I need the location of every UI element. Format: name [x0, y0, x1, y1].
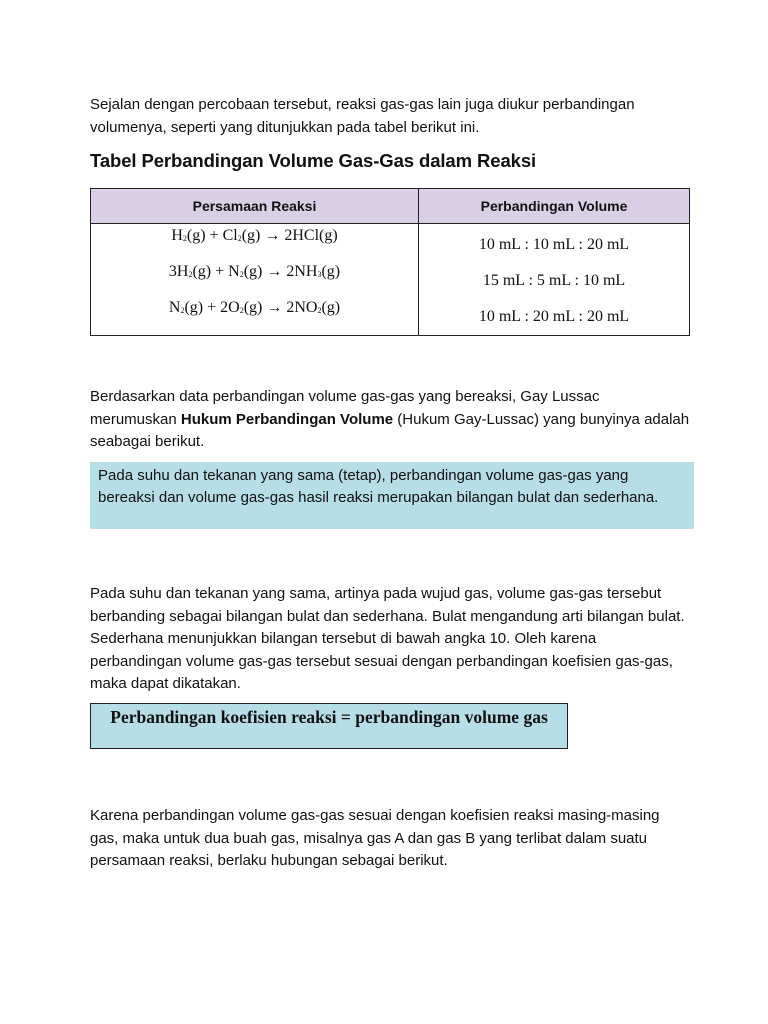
subscript: 3	[317, 270, 322, 279]
subscript: 2	[180, 306, 185, 315]
reaction-volume-table	[90, 188, 690, 336]
equations-cell	[91, 224, 419, 336]
closing-paragraph: Karena perbandingan volume gas-gas sesuai dengan koefisien reaksi masing-masing gas, maka untuk dua buah gas, misalnya gas A dan gas B yang terlibat dalam suatu persamaan reaksi, berlaku hubungan sebagai berikut.	[90, 807, 660, 869]
law-name-bold: Hukum Perbandingan Volume	[180, 410, 394, 428]
intro-paragraph: Sejalan dengan percobaan tersebut, reaksi gas-gas lain juga diukur perbandingan volumenya, seperti yang ditunjukkan pada tabel berikut ini.	[90, 96, 635, 136]
law-statement-box	[90, 462, 694, 529]
subscript: 2	[239, 270, 244, 279]
law-statement: Pada suhu dan tekanan yang sama (tetap), perbandingan volume gas-gas yang bereaksi dan volume gas-gas hasil reaksi merupakan bilangan bulat dan sederhana.	[98, 467, 659, 506]
table-body-row	[91, 224, 690, 336]
header-persamaan-reaksi: Persamaan Reaksi	[91, 189, 419, 224]
volume-ratio: 15 mL : 5 mL : 10 mL	[482, 272, 626, 289]
subscript: 2	[239, 306, 244, 315]
table-header-row	[91, 189, 690, 224]
formula-text: Perbandingan koefisien reaksi = perbandingan volume gas	[110, 707, 548, 727]
volume-ratio: 10 mL : 10 mL : 20 mL	[478, 236, 630, 253]
gay-lussac-text-before: Berdasarkan data perbandingan volume gas-gas yang bereaksi, Gay Lussac merumuskan	[90, 388, 600, 428]
reaction-equation: $3H_2(g) + N_2(g) \to 2NH_3(g)$	[168, 263, 341, 280]
table-title: Tabel Perbandingan Volume Gas-Gas dalam Reaksi	[90, 150, 537, 171]
subscript: 2	[182, 234, 187, 243]
volume-ratio: 10 mL : 20 mL : 20 mL	[478, 308, 630, 325]
header-perbandingan-volume: Perbandingan Volume	[419, 189, 690, 224]
subscript: 2	[317, 306, 322, 315]
subscript: 2	[237, 234, 242, 243]
explanation-paragraph: Pada suhu dan tekanan yang sama, artinya pada wujud gas, volume gas-gas tersebut berbanding sebagai bilangan bulat dan sederhana. Bulat mengandung arti bilangan bulat. Sederhana menunjukkan bilangan tersebut di bawah angka 10. Oleh karena perbandingan volume gas-gas tersebut sesuai dengan perbandingan koefisien gas-gas, maka dapat dikatakan.	[90, 585, 685, 692]
reaction-equation: $H_2(g) + Cl_2(g) \to 2HCl(g)$	[171, 227, 338, 244]
gay-lussac-text-after: (Hukum Gay-Lussac) yang bunyinya adalah seabagai berikut.	[90, 410, 690, 450]
gay-lussac-paragraph	[90, 386, 690, 454]
reaction-equation: $N_2(g) + 2O_2(g) \to 2NO_2(g)$	[168, 299, 341, 316]
volumes-cell	[419, 224, 690, 336]
formula-box	[90, 703, 568, 749]
subscript: 2	[188, 270, 193, 279]
